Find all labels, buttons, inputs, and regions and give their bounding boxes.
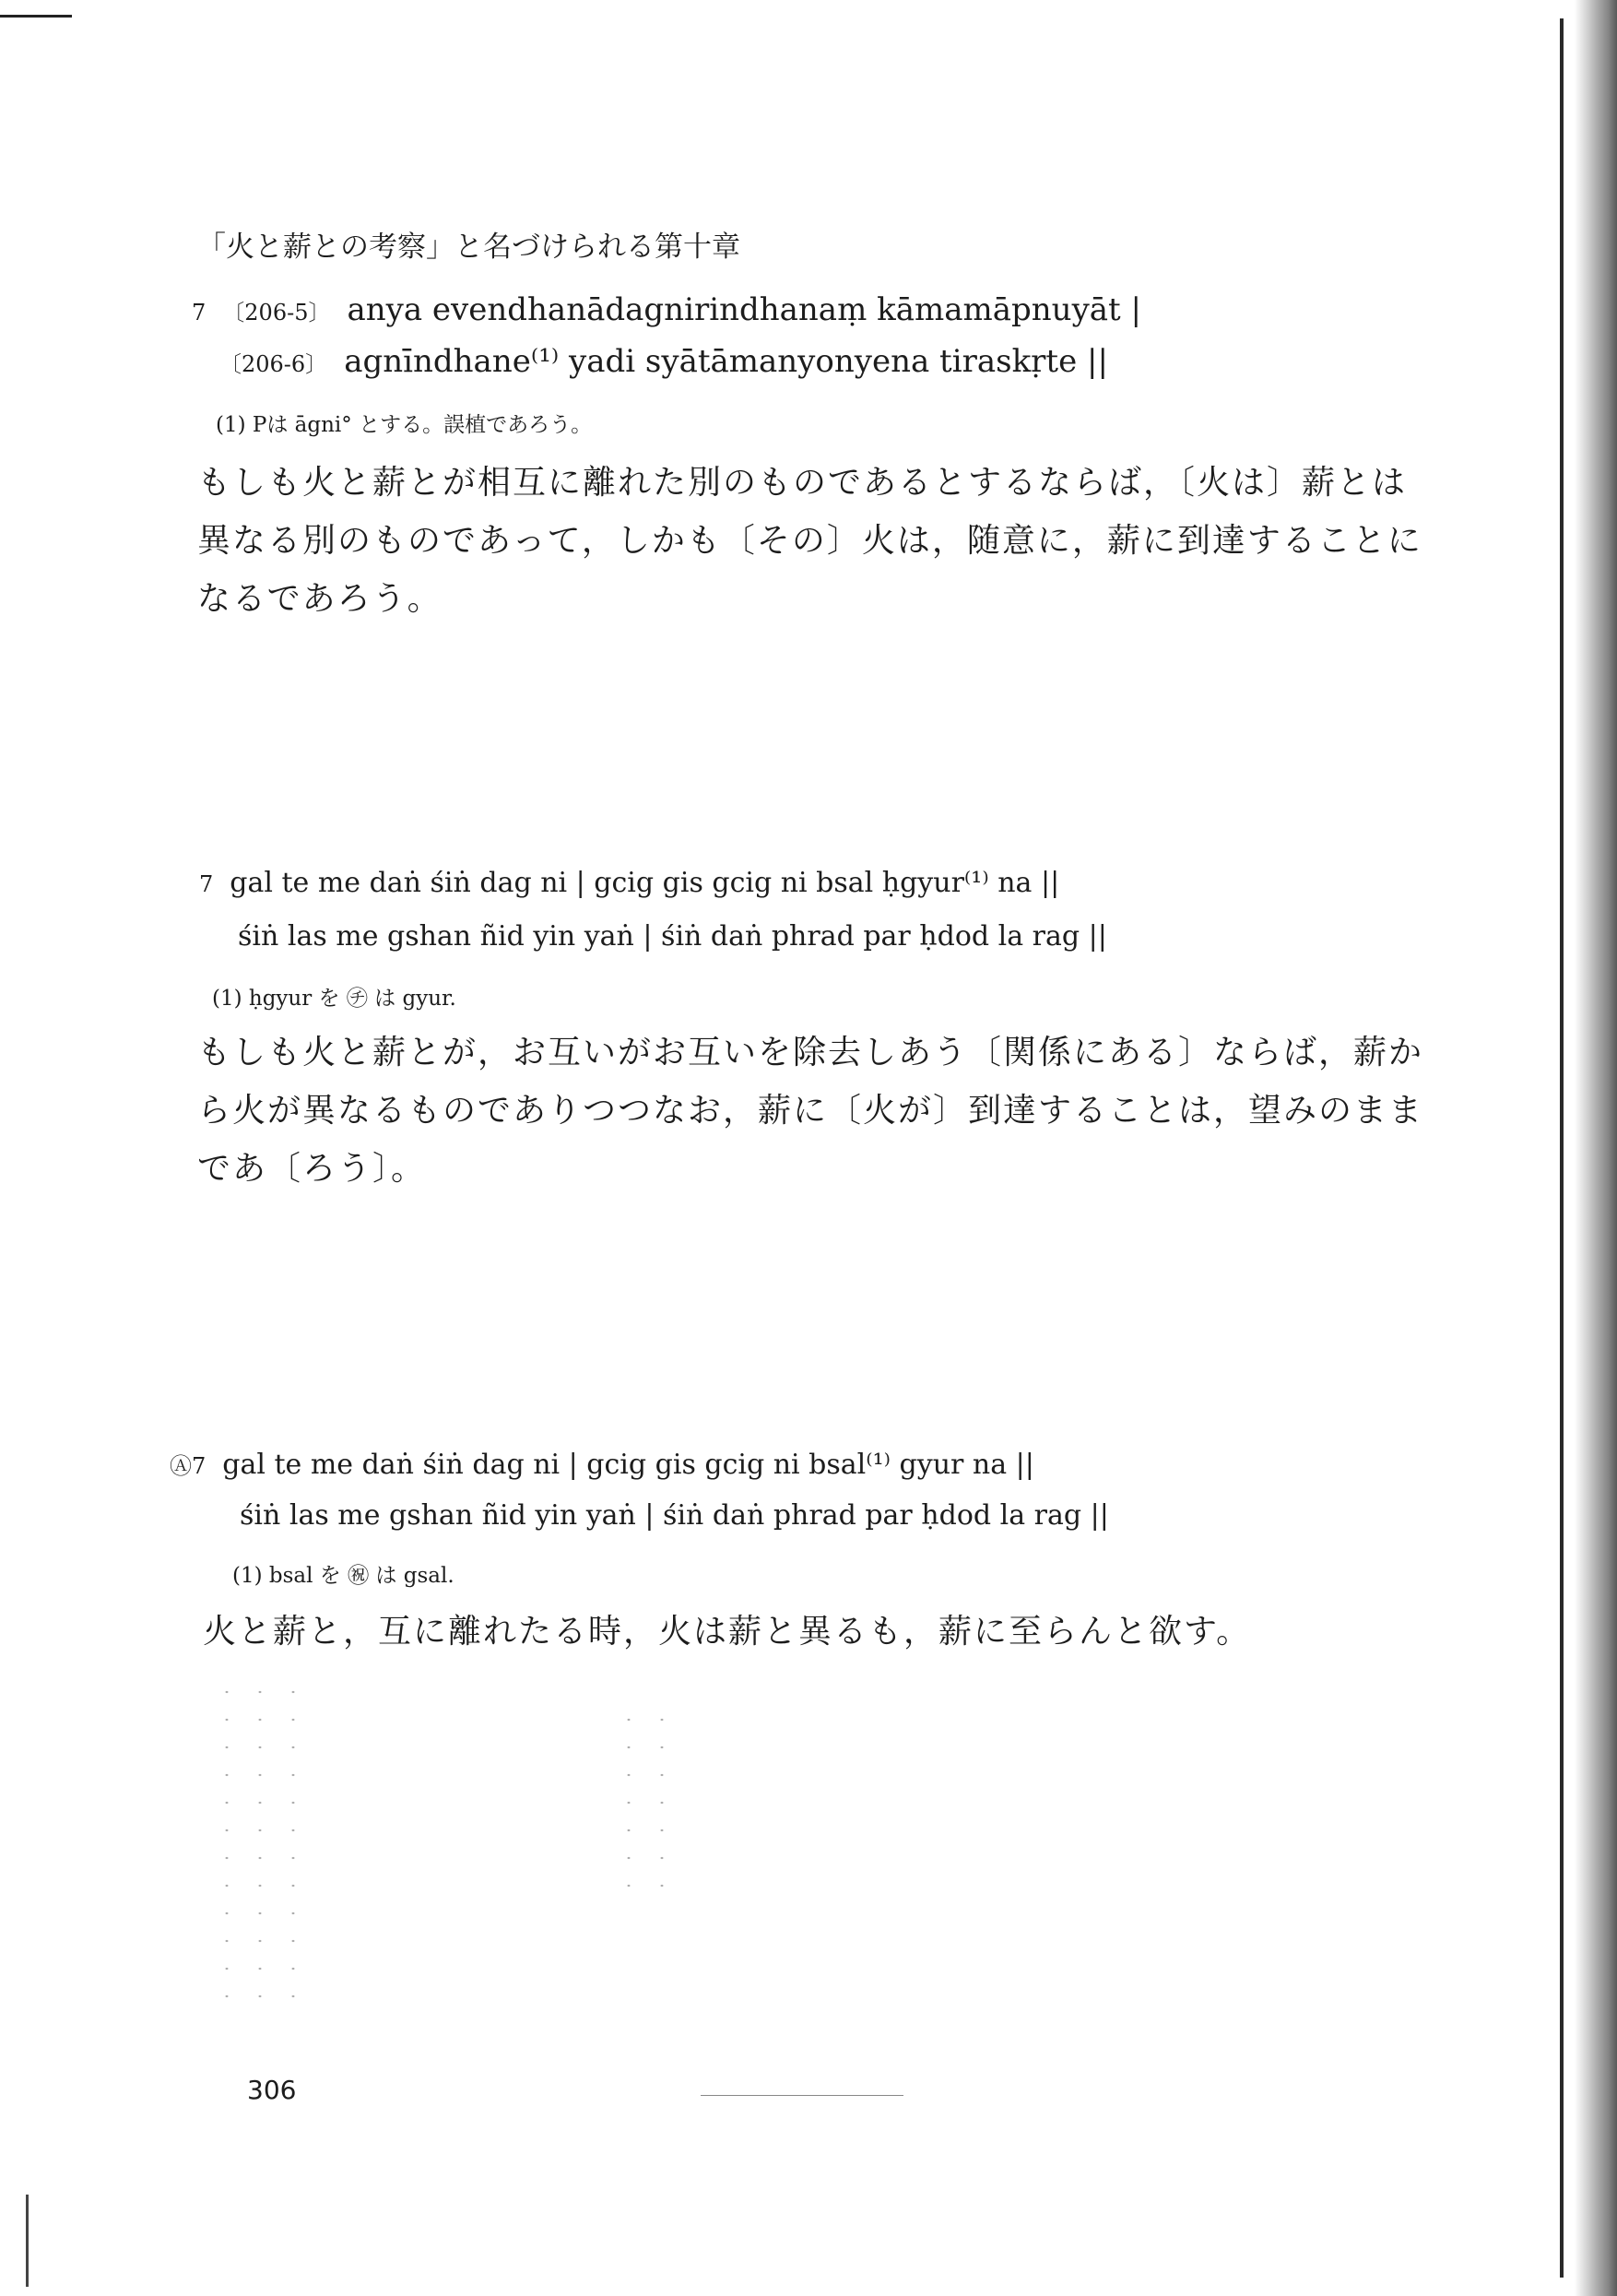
scan-specks: [612, 1706, 667, 1890]
tibetan-1-translation: もしも火と薪とが，お互いがお互いを除去しあう〔関係にある〕ならば，薪から火が異なるものでありつつなお，薪に〔火が〕到達することは，望みのままであ〔ろう〕。: [197, 1034, 1424, 1188]
tibetan-2-line-1: [170, 1448, 1034, 1481]
line-reference: 〔206-6〕: [219, 351, 328, 377]
tibetan-2-footnote: (1) bsal を ㊗ は gsal.: [232, 1564, 454, 1588]
tibetan-1-footnote: (1) ḥgyur を ㋠ は gyur.: [212, 987, 456, 1011]
tibetan-1-line-2: śiṅ las me gshan ñid yin yaṅ | śiṅ daṅ phrad par ḥdod la rag ||: [238, 920, 1107, 953]
scan-binding-line: [1560, 18, 1564, 2278]
sanskrit-text: agnīndhane⁽¹⁾ yadi syātāmanyonyena tiraskṛte ||: [344, 343, 1108, 380]
sanskrit-line-2: [219, 343, 1108, 380]
sanskrit-line-1: [192, 291, 1141, 328]
verse-number: 7: [199, 871, 214, 897]
sanskrit-text: anya evendhanādagnirindhanaṃ kāmamāpnuyāt |: [347, 291, 1141, 328]
sanskrit-footnote: (1) Pは āgni° とする。誤植であろう。: [216, 413, 593, 437]
chapter-title: 「火と薪との考察」と名づけられる第十章: [197, 231, 740, 264]
sanskrit-translation: もしも火と薪とが相互に離れた別のものであるとするならば，〔火は〕薪とは異なる別のものであって，しかも〔その〕火は，随意に，薪に到達することになるであろう。: [197, 464, 1422, 618]
tibetan-2-translation: 火と薪と，互に離れたる時，火は薪と異るも，薪に至らんと欲す。: [203, 1613, 1252, 1651]
scan-specks: [210, 1678, 321, 2010]
page-number: 306: [247, 2075, 297, 2105]
verse-number: Ⓐ7: [170, 1453, 207, 1479]
tibetan-2-line-2: śiṅ las me gshan ñid yin yaṅ | śiṅ daṅ phrad par ḥdod la rag ||: [240, 1499, 1109, 1532]
scan-rule: [701, 2095, 903, 2096]
tibetan-text: gal te me daṅ śiṅ dag ni | gcig gis gcig ni bsal ḥgyur⁽¹⁾ na ||: [230, 867, 1060, 899]
verse-number: 7: [192, 300, 207, 325]
tibetan-1-line-1: [199, 867, 1059, 899]
scan-left-mark: [26, 2195, 29, 2287]
scan-shadow-edge: [1575, 0, 1617, 2296]
line-reference: 〔206-5〕: [222, 300, 331, 325]
scan-top-dash: [0, 15, 72, 18]
tibetan-text: gal te me daṅ śiṅ dag ni | gcig gis gcig ni bsal⁽¹⁾ gyur na ||: [222, 1449, 1034, 1481]
